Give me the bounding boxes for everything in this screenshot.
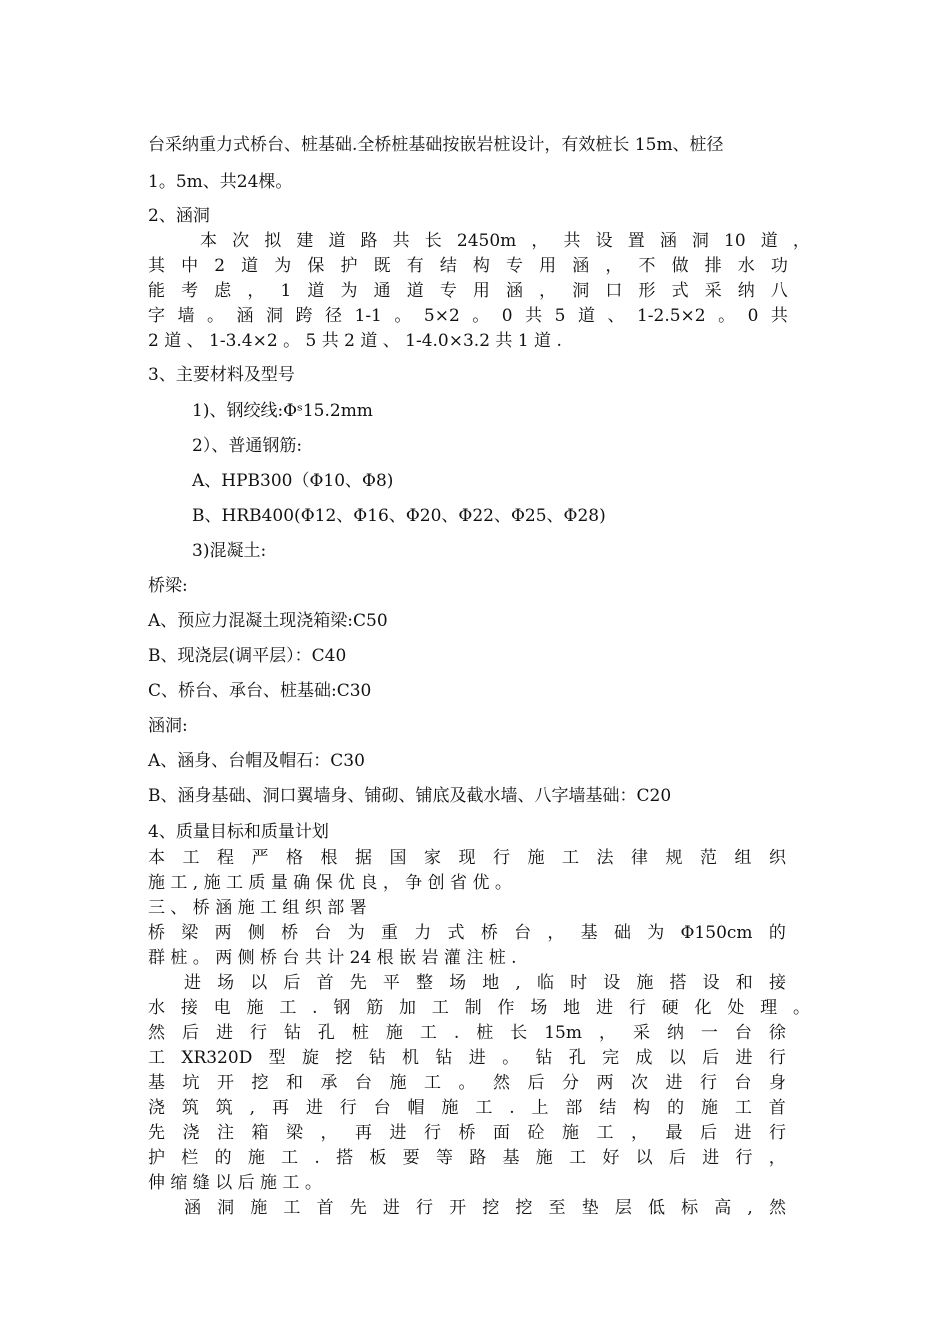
paragraph-line: 其 中 2 道 为 保 护 既 有 结 构 专 用 涵 ， 不 做 排 水 功 [148, 256, 788, 276]
paragraph-line: 群 桩 。 两 侧 桥 台 共 计 24 根 嵌 岩 灌 注 桩 . [148, 948, 517, 968]
paragraph-line: 台采纳重力式桥台、桩基础.全桥桩基础按嵌岩桩设计，有效桩长 15m、桩径 [148, 135, 724, 155]
list-item: B、现浇层(调平层）：C40 [148, 646, 347, 666]
list-item: A、预应力混凝土现浇箱梁:C50 [148, 611, 388, 631]
paragraph-line: 字 墙 。 涵 洞 跨 径 1-1 。 5×2 。 0 共 5 道 、 1-2.5×2 。 0 共 [148, 306, 788, 326]
paragraph-line: 本 次 拟 建 道 路 共 长 2450m ， 共 设 置 涵 洞 10 道 ， [200, 231, 810, 251]
list-item: 1)、钢绞线:Φˢ15.2mm [192, 401, 373, 421]
subheading: 桥梁: [148, 576, 188, 596]
list-item: A、HPB300（Φ10、Φ8) [192, 471, 394, 491]
list-item: 3)混凝土: [192, 541, 267, 561]
list-item: B、涵身基础、洞口翼墙身、铺砌、铺底及截水墙、八字墙基础：C20 [148, 786, 672, 806]
paragraph-line: 桥 梁 两 侧 桥 台 为 重 力 式 桥 台 ， 基 础 为 Φ150cm 的 [148, 923, 786, 943]
paragraph-line: 1。5m、共24棵。 [148, 172, 293, 192]
section-heading: 3、主要材料及型号 [148, 365, 295, 385]
paragraph-line: 护 栏 的 施 工 . 搭 板 要 等 路 基 施 工 好 以 后 进 行 ， [148, 1148, 786, 1168]
paragraph-line: 先 浇 注 箱 梁 ， 再 进 行 桥 面 砼 施 工 ， 最 后 进 行 [148, 1123, 786, 1143]
paragraph-line: 施 工 , 施 工 质 量 确 保 优 良 ， 争 创 省 优 。 [148, 873, 512, 893]
section-heading: 4、质量目标和质量计划 [148, 822, 329, 842]
section-heading: 三 、 桥 涵 施 工 组 织 部 署 [148, 898, 367, 918]
paragraph-line: 能 考 虑 ， 1 道 为 通 道 专 用 涵 ， 洞 口 形 式 采 纳 八 [148, 281, 788, 301]
paragraph-line: 伸 缩 缝 以 后 施 工 。 [148, 1173, 322, 1193]
paragraph-line: 涵 洞 施 工 首 先 进 行 开 挖 挖 至 垫 层 低 标 高 , 然 [184, 1198, 786, 1218]
paragraph-line: 工 XR320D 型 旋 挖 钻 机 钻 进 。 钻 孔 完 成 以 后 进 行 [148, 1048, 786, 1068]
paragraph-line: 2 道 、 1-3.4×2 。 5 共 2 道 、 1-4.0×3.2 共 1 道 . [148, 331, 562, 351]
subheading: 涵洞: [148, 716, 188, 736]
paragraph-line: 进 场 以 后 首 先 平 整 场 地 , 临 时 设 施 搭 设 和 接 [184, 973, 786, 993]
paragraph-line: 浇 筑 筑 , 再 进 行 台 帽 施 工 . 上 部 结 构 的 施 工 首 [148, 1098, 786, 1118]
list-item: A、涵身、台帽及帽石：C30 [148, 751, 365, 771]
paragraph-line: 水 接 电 施 工 . 钢 筋 加 工 制 作 场 地 进 行 硬 化 处 理 。 [148, 998, 810, 1018]
paragraph-line: 本 工 程 严 格 根 据 国 家 现 行 施 工 法 律 规 范 组 织 [148, 848, 786, 868]
paragraph-line: 基 坑 开 挖 和 承 台 施 工 。 然 后 分 两 次 进 行 台 身 [148, 1073, 786, 1093]
section-heading: 2、涵洞 [148, 206, 210, 226]
list-item: C、桥台、承台、桩基础:C30 [148, 681, 372, 701]
paragraph-line: 然 后 进 行 钻 孔 桩 施 工 . 桩 长 15m ， 采 纳 一 台 徐 [148, 1023, 786, 1043]
list-item: 2）、普通钢筋: [192, 436, 303, 456]
list-item: B、HRB400(Φ12、Φ16、Φ20、Φ22、Φ25、Φ28) [192, 506, 606, 526]
